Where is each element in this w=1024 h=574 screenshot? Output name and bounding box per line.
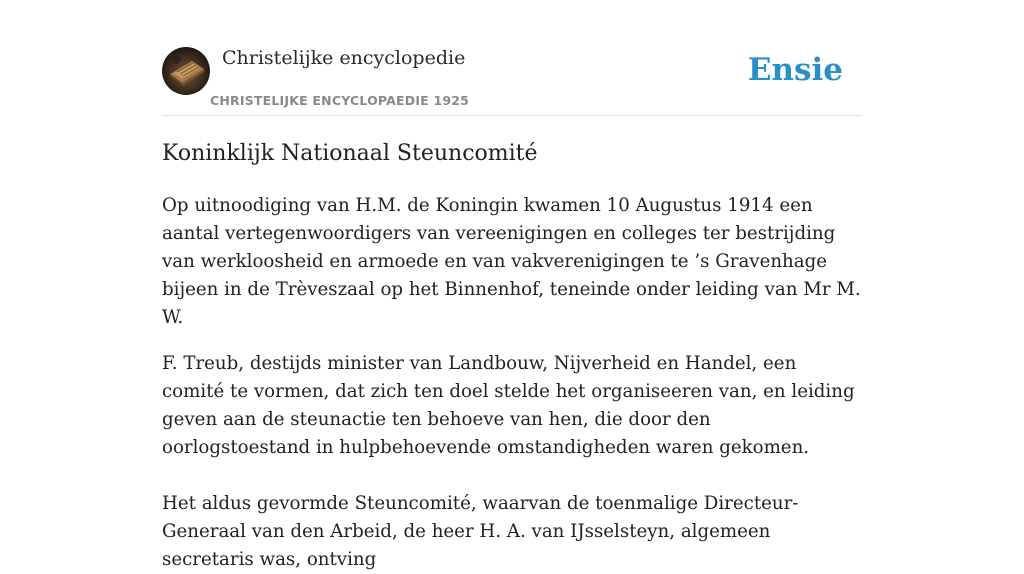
book-cover-graphic [162,47,210,95]
article-paragraph: Op uitnoodiging van H.M. de Koningin kwamen 10 Augustus 1914 een aantal vertegenwoordigers van vereenigingen en colleges ter bestrijding van werkloosheid en armoede en van vakverenigingen te ’s Gravenhage bijeen in de Trèveszaal op het Binnenhof, teneinde onder leiding van Mr M. W. [162,195,861,328]
article [162,138,862,574]
article-paragraph: F. Treub, destijds minister van Landbouw, Nijverheid en Handel, een comité te vormen, dat zich ten doel stelde het organiseeren van, en leiding geven aan de steunactie ten behoeve van hen, die door den oorlogstoestand in hulpbehoevende omstandigheden waren gekomen. [162,353,855,458]
brand-logo[interactable]: Ensie [747,52,843,88]
article-title: Koninklijk Nationaal Steuncomité [162,141,538,166]
site-name[interactable]: Christelijke encyclopedie [222,47,466,69]
book-cover-icon[interactable] [162,47,210,95]
site-subtitle: CHRISTELIJKE ENCYCLOPAEDIE 1925 [210,93,470,108]
article-paragraph: Het aldus gevormde Steuncomité, waarvan de toenmalige Directeur-Generaal van den Arbeid, de heer H. A. van IJsselsteyn, algemeen secretaris was, ontving [162,493,799,570]
site-header [162,46,862,116]
